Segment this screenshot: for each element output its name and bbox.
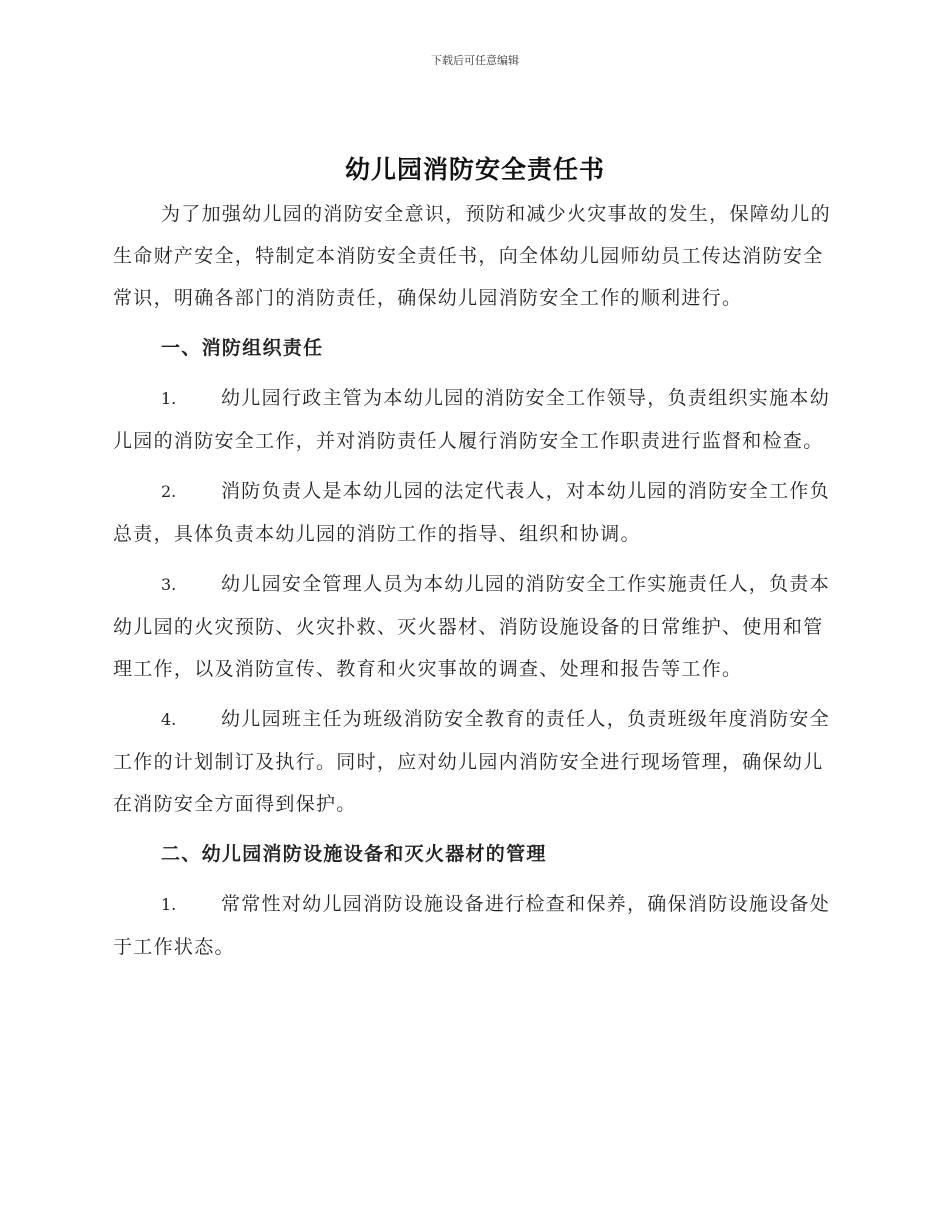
item-text: 幼儿园班主任为班级消防安全教育的责任人，负责班级年度消防安全工作的计划制订及执行。同时，应对幼儿园内消防安全进行现场管理，确保幼儿在消防安全方面得到保护。 <box>113 708 831 815</box>
document-title: 幼儿园消防安全责任书 <box>344 155 605 184</box>
item-number: 4. <box>161 710 177 729</box>
section-heading: 一、消防组织责任 <box>161 337 324 359</box>
list-item <box>113 883 835 968</box>
list-item <box>113 377 835 462</box>
document-body <box>113 193 835 968</box>
list-item <box>113 563 835 690</box>
section-heading: 二、幼儿园消防设施设备和灭火器材的管理 <box>161 843 547 865</box>
item-text: 幼儿园行政主管为本幼儿园的消防安全工作领导，负责组织实施本幼儿园的消防安全工作，并对消防责任人履行消防安全工作职责进行监督和检查。 <box>113 387 831 452</box>
intro-paragraph: 为了加强幼儿园的消防安全意识，预防和减少火灾事故的发生，保障幼儿的生命财产安全，特制定本消防安全责任书，向全体幼儿园师幼员工传达消防安全常识，明确各部门的消防责任，确保幼儿园消防安全工作的顺利进行。 <box>113 203 831 309</box>
item-number: 3. <box>161 575 177 594</box>
item-text: 幼儿园安全管理人员为本幼儿园的消防安全工作实施责任人，负责本幼儿园的火灾预防、火灾扑救、灭火器材、消防设施设备的日常维护、使用和管理工作，以及消防宣传、教育和火灾事故的调查、处理和报告等工作。 <box>113 573 831 680</box>
item-text: 常常性对幼儿园消防设施设备进行检查和保养，确保消防设施设备处于工作状态。 <box>113 893 831 958</box>
item-text: 消防负责人是本幼儿园的法定代表人，对本幼儿园的消防安全工作负总责，具体负责本幼儿园的消防工作的指导、组织和协调。 <box>113 480 831 545</box>
item-number: 1. <box>161 389 177 408</box>
item-number: 1. <box>161 895 177 914</box>
list-item <box>113 470 835 555</box>
page-header: 下载后可任意编辑 <box>431 54 519 67</box>
list-item <box>113 698 835 825</box>
item-number: 2. <box>161 482 177 501</box>
